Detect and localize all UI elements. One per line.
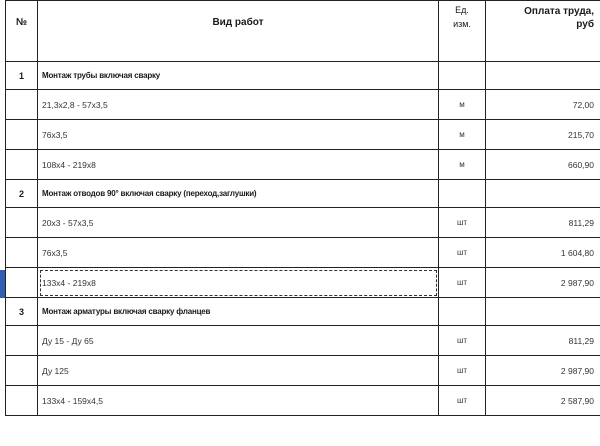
item-name[interactable]: Ду 15 - Ду 65 — [38, 326, 439, 356]
section-number[interactable]: 1 — [6, 62, 38, 90]
section-row — [6, 62, 600, 90]
section-title[interactable]: Монтаж арматуры включая сварку фланцев — [38, 298, 439, 326]
header-payment-line1: Оплата труда, — [524, 6, 594, 17]
item-name-selected[interactable]: 133х4 - 219х8 — [38, 268, 439, 298]
section-title[interactable]: Монтаж отводов 90° включая сварку (переход,заглушки) — [38, 180, 439, 208]
item-name[interactable]: 76х3,5 — [38, 120, 439, 150]
row-number-cell[interactable] — [6, 268, 38, 298]
header-number[interactable]: № — [6, 1, 38, 62]
table-row — [6, 326, 600, 356]
header-payment-line2: руб — [576, 19, 594, 30]
item-pay[interactable]: 1 604,80 — [486, 238, 600, 268]
section-pay-cell[interactable] — [486, 62, 600, 90]
section-unit-cell[interactable] — [439, 62, 486, 90]
table-row — [6, 238, 600, 268]
section-title[interactable]: Монтаж трубы включая сварку — [38, 62, 439, 90]
item-name[interactable]: 76х3,5 — [38, 238, 439, 268]
section-number[interactable]: 3 — [6, 298, 38, 326]
row-number-cell[interactable] — [6, 386, 38, 416]
table-row — [6, 120, 600, 150]
row-number-cell[interactable] — [6, 238, 38, 268]
item-unit[interactable]: м — [439, 150, 486, 180]
item-name[interactable]: 108х4 - 219х8 — [38, 150, 439, 180]
item-pay[interactable]: 811,29 — [486, 208, 600, 238]
item-pay[interactable]: 660,90 — [486, 150, 600, 180]
item-name[interactable]: Ду 125 — [38, 356, 439, 386]
item-unit[interactable]: м — [439, 120, 486, 150]
item-unit[interactable]: шт — [439, 386, 486, 416]
section-row — [6, 298, 600, 326]
table-row — [6, 150, 600, 180]
item-pay[interactable]: 72,00 — [486, 90, 600, 120]
header-payment[interactable] — [486, 1, 600, 62]
item-unit[interactable]: шт — [439, 208, 486, 238]
header-work-type[interactable]: Вид работ — [38, 1, 439, 62]
row-number-cell[interactable] — [6, 326, 38, 356]
item-name[interactable]: 20х3 - 57х3,5 — [38, 208, 439, 238]
section-unit-cell[interactable] — [439, 180, 486, 208]
section-unit-cell[interactable] — [439, 298, 486, 326]
table-row — [6, 208, 600, 238]
section-pay-cell[interactable] — [486, 298, 600, 326]
table-row — [6, 386, 600, 416]
item-unit[interactable]: шт — [439, 238, 486, 268]
section-row — [6, 180, 600, 208]
price-table — [5, 0, 600, 416]
table-row — [6, 356, 600, 386]
table-header-row — [6, 1, 600, 62]
header-unit-line2: изм. — [453, 19, 471, 29]
row-number-cell[interactable] — [6, 90, 38, 120]
item-pay[interactable]: 2 987,90 — [486, 356, 600, 386]
header-unit-line1: Ед. — [455, 5, 469, 15]
item-unit[interactable]: м — [439, 90, 486, 120]
section-number[interactable]: 2 — [6, 180, 38, 208]
item-name[interactable]: 21,3х2,8 - 57х3,5 — [38, 90, 439, 120]
section-pay-cell[interactable] — [486, 180, 600, 208]
item-unit[interactable]: шт — [439, 356, 486, 386]
row-number-cell[interactable] — [6, 356, 38, 386]
price-table-sheet — [5, 0, 600, 446]
table-row-selected — [6, 268, 600, 298]
item-pay[interactable]: 2 987,90 — [486, 268, 600, 298]
item-unit[interactable]: шт — [439, 268, 486, 298]
item-pay[interactable]: 2 587,90 — [486, 386, 600, 416]
item-pay[interactable]: 215,70 — [486, 120, 600, 150]
item-unit[interactable]: шт — [439, 326, 486, 356]
row-number-cell[interactable] — [6, 208, 38, 238]
row-number-cell[interactable] — [6, 120, 38, 150]
table-row — [6, 90, 600, 120]
item-name[interactable]: 133х4 - 159х4,5 — [38, 386, 439, 416]
header-unit[interactable] — [439, 1, 486, 62]
item-pay[interactable]: 811,29 — [486, 326, 600, 356]
row-number-cell[interactable] — [6, 150, 38, 180]
